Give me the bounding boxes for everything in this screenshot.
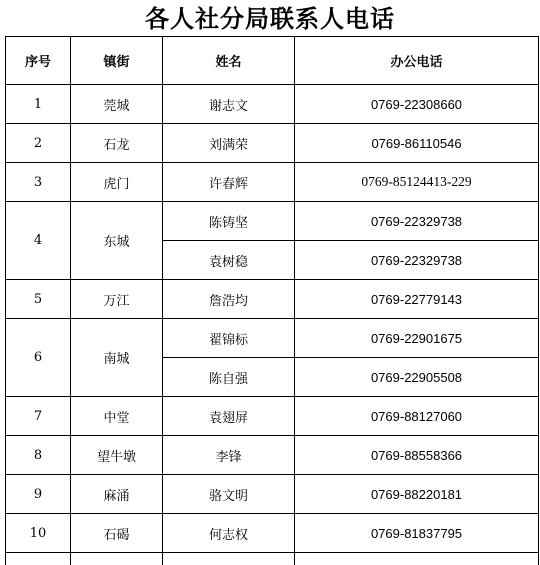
seq-cell: 5 <box>6 280 71 319</box>
phone-cell: 0769-22901675 <box>295 319 539 358</box>
phone-cell: 0769-88220181 <box>295 475 539 514</box>
phone-cell: 0769-88558366 <box>295 436 539 475</box>
name-cell: 袁翅屏 <box>163 397 295 436</box>
seq-cell: 3 <box>6 163 71 202</box>
header-seq: 序号 <box>6 37 71 85</box>
seq-cell: 4 <box>6 202 71 280</box>
name-cell: 陈自强 <box>163 358 295 397</box>
table-row <box>6 475 539 514</box>
phone-cell: 0769-22779143 <box>295 280 539 319</box>
town-cell: 万江 <box>71 280 163 319</box>
phone-cell: 0769-22905508 <box>295 358 539 397</box>
header-row <box>6 37 539 85</box>
name-cell: 翟锦标 <box>163 319 295 358</box>
name-cell: 陈铸坚 <box>163 202 295 241</box>
town-cell: 望牛墩 <box>71 436 163 475</box>
town-cell: 麻涌 <box>71 475 163 514</box>
seq-cell: 1 <box>6 85 71 124</box>
seq-cell: 9 <box>6 475 71 514</box>
empty-cell <box>6 553 71 565</box>
seq-cell: 10 <box>6 514 71 553</box>
name-cell: 何志权 <box>163 514 295 553</box>
seq-cell: 8 <box>6 436 71 475</box>
table-row <box>6 319 539 358</box>
phone-cell: 0769-85124413-229 <box>295 163 539 202</box>
table-row <box>6 163 539 202</box>
town-cell: 石碣 <box>71 514 163 553</box>
page-title: 各人社分局联系人电话 <box>0 4 540 34</box>
name-cell: 詹浩均 <box>163 280 295 319</box>
name-cell: 许春辉 <box>163 163 295 202</box>
table-row <box>6 202 539 241</box>
table-row <box>6 397 539 436</box>
table-row <box>6 85 539 124</box>
seq-cell: 6 <box>6 319 71 397</box>
phone-cell: 0769-22329738 <box>295 202 539 241</box>
table-row-partial <box>6 553 539 565</box>
town-cell: 莞城 <box>71 85 163 124</box>
name-cell: 骆文明 <box>163 475 295 514</box>
seq-cell: 7 <box>6 397 71 436</box>
phone-cell: 0769-86110546 <box>295 124 539 163</box>
empty-cell <box>163 553 295 565</box>
empty-cell <box>295 553 539 565</box>
header-name: 姓名 <box>163 37 295 85</box>
town-cell: 石龙 <box>71 124 163 163</box>
name-cell: 刘满荣 <box>163 124 295 163</box>
empty-cell <box>71 553 163 565</box>
seq-cell: 2 <box>6 124 71 163</box>
table-row <box>6 514 539 553</box>
phone-cell: 0769-22329738 <box>295 241 539 280</box>
town-cell: 南城 <box>71 319 163 397</box>
name-cell: 袁树稳 <box>163 241 295 280</box>
table-row <box>6 436 539 475</box>
header-town: 镇街 <box>71 37 163 85</box>
table-row <box>6 280 539 319</box>
phone-cell: 0769-22308660 <box>295 85 539 124</box>
town-cell: 中堂 <box>71 397 163 436</box>
name-cell: 李锋 <box>163 436 295 475</box>
header-phone: 办公电话 <box>295 37 539 85</box>
town-cell: 虎门 <box>71 163 163 202</box>
table-row <box>6 124 539 163</box>
town-cell: 东城 <box>71 202 163 280</box>
phone-cell: 0769-81837795 <box>295 514 539 553</box>
contacts-table <box>5 36 539 565</box>
phone-cell: 0769-88127060 <box>295 397 539 436</box>
name-cell: 谢志文 <box>163 85 295 124</box>
